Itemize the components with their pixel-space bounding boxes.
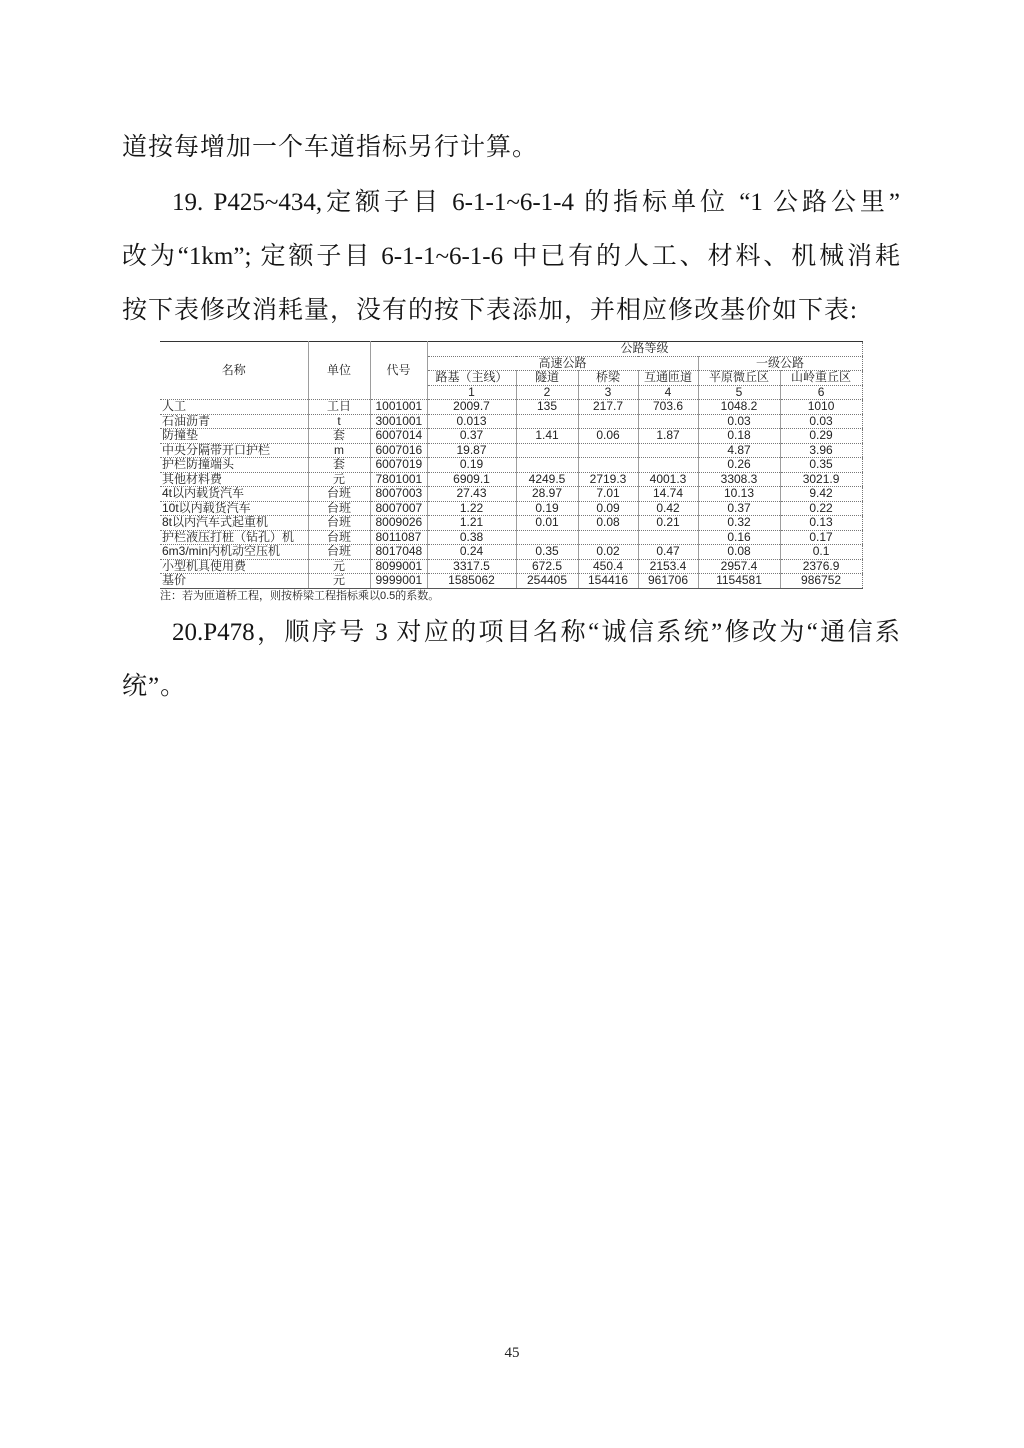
- value-roadbed: 6909.1: [427, 472, 516, 487]
- header-col-number: 4: [638, 385, 698, 400]
- item-code: 6007019: [370, 458, 427, 473]
- header-col-plain-rolling: 平原微丘区: [698, 371, 780, 386]
- header-col-number: 1: [427, 385, 516, 400]
- value-tunnel: 28.97: [516, 487, 578, 502]
- header-road-grade: 公路等级: [427, 342, 862, 357]
- table-row: [160, 429, 862, 444]
- item-unit: 台班: [308, 516, 370, 531]
- item-unit: 台班: [308, 487, 370, 502]
- value-tunnel: 0.01: [516, 516, 578, 531]
- value-roadbed: 1.22: [427, 501, 516, 516]
- value-tunnel: [516, 443, 578, 458]
- item-unit: 工日: [308, 400, 370, 415]
- item-unit: 台班: [308, 545, 370, 560]
- value-interchange-ramp: [638, 458, 698, 473]
- table-row: [160, 414, 862, 429]
- item-code: 6007016: [370, 443, 427, 458]
- item-name: 护栏防撞端头: [160, 458, 308, 473]
- item-code: 8007003: [370, 487, 427, 502]
- table-row: [160, 400, 862, 415]
- value-roadbed: 0.24: [427, 545, 516, 560]
- table-row: [160, 501, 862, 516]
- item-name: 护栏液压打桩（钻孔）机: [160, 530, 308, 545]
- value-tunnel: [516, 530, 578, 545]
- value-plain-rolling: 0.32: [698, 516, 780, 531]
- value-mountainous: 9.42: [780, 487, 862, 502]
- value-mountainous: 986752: [780, 574, 862, 589]
- value-mountainous: 0.1: [780, 545, 862, 560]
- header-col-bridge: 桥梁: [578, 371, 638, 386]
- value-interchange-ramp: 0.42: [638, 501, 698, 516]
- item-unit: 元: [308, 559, 370, 574]
- value-tunnel: 1.41: [516, 429, 578, 444]
- item-unit: 套: [308, 429, 370, 444]
- header-col-number: 2: [516, 385, 578, 400]
- value-tunnel: 135: [516, 400, 578, 415]
- item-unit: 元: [308, 574, 370, 589]
- value-roadbed: 0.19: [427, 458, 516, 473]
- value-mountainous: 2376.9: [780, 559, 862, 574]
- item-name: 小型机具使用费: [160, 559, 308, 574]
- value-mountainous: 0.35: [780, 458, 862, 473]
- value-interchange-ramp: [638, 530, 698, 545]
- table-row: [160, 559, 862, 574]
- value-mountainous: 0.17: [780, 530, 862, 545]
- value-interchange-ramp: 2153.4: [638, 559, 698, 574]
- item-19-line-3: 按下表修改消耗量，没有的按下表添加，并相应修改基价如下表:: [122, 297, 858, 324]
- item-20-line-1: 20.P478，顺序号 3 对应的项目名称“诚信系统”修改为“通信系: [172, 619, 900, 646]
- value-plain-rolling: 0.26: [698, 458, 780, 473]
- item-code: 8017048: [370, 545, 427, 560]
- value-interchange-ramp: 1.87: [638, 429, 698, 444]
- item-unit: 台班: [308, 530, 370, 545]
- header-col-number: 5: [698, 385, 780, 400]
- value-plain-rolling: 1048.2: [698, 400, 780, 415]
- value-bridge: 217.7: [578, 400, 638, 415]
- header-col-roadbed: 路基（主线）: [427, 371, 516, 386]
- value-interchange-ramp: 0.47: [638, 545, 698, 560]
- value-plain-rolling: 1154581: [698, 574, 780, 589]
- value-plain-rolling: 10.13: [698, 487, 780, 502]
- continued-paragraph-line: 道按每增加一个车道指标另行计算。: [122, 134, 539, 161]
- value-plain-rolling: 3308.3: [698, 472, 780, 487]
- table-row: [160, 530, 862, 545]
- table-row: [160, 458, 862, 473]
- value-plain-rolling: 0.03: [698, 414, 780, 429]
- item-20-line-2: 统”。: [122, 673, 187, 700]
- table-row: [160, 472, 862, 487]
- item-code: 7801001: [370, 472, 427, 487]
- value-mountainous: 0.03: [780, 414, 862, 429]
- table-row: [160, 443, 862, 458]
- item-name: 其他材料费: [160, 472, 308, 487]
- value-roadbed: 1.21: [427, 516, 516, 531]
- value-tunnel: 0.19: [516, 501, 578, 516]
- table-row-base-price: [160, 574, 862, 589]
- item-name: 防撞垫: [160, 429, 308, 444]
- value-bridge: [578, 530, 638, 545]
- value-plain-rolling: 0.37: [698, 501, 780, 516]
- value-roadbed: 0.38: [427, 530, 516, 545]
- value-interchange-ramp: 4001.3: [638, 472, 698, 487]
- table-row: [160, 545, 862, 560]
- item-unit: m: [308, 443, 370, 458]
- table-row: [160, 487, 862, 502]
- item-name: 基价: [160, 574, 308, 589]
- table-note: 注：若为匝道桥工程，则按桥梁工程指标乘以0.5的系数。: [160, 590, 440, 602]
- value-roadbed: 27.43: [427, 487, 516, 502]
- header-group-class-one: 一级公路: [698, 356, 862, 371]
- header-col-mountainous: 山岭重丘区: [780, 371, 862, 386]
- value-bridge: [578, 458, 638, 473]
- page-number: 45: [504, 1345, 520, 1361]
- value-plain-rolling: 0.16: [698, 530, 780, 545]
- value-roadbed: 19.87: [427, 443, 516, 458]
- item-code: 9999001: [370, 574, 427, 589]
- value-mountainous: 0.29: [780, 429, 862, 444]
- header-col-number: 6: [780, 385, 862, 400]
- header-group-expressway: 高速公路: [427, 356, 698, 371]
- value-tunnel: 0.35: [516, 545, 578, 560]
- item-code: 8099001: [370, 559, 427, 574]
- item-unit: t: [308, 414, 370, 429]
- value-bridge: 0.06: [578, 429, 638, 444]
- item-code: 3001001: [370, 414, 427, 429]
- value-tunnel: [516, 458, 578, 473]
- value-bridge: 7.01: [578, 487, 638, 502]
- item-name: 人工: [160, 400, 308, 415]
- value-roadbed: 0.37: [427, 429, 516, 444]
- item-code: 8009026: [370, 516, 427, 531]
- value-roadbed: 1585062: [427, 574, 516, 589]
- value-bridge: 0.08: [578, 516, 638, 531]
- header-row-grade: [160, 342, 862, 357]
- item-name: 4t以内载货汽车: [160, 487, 308, 502]
- item-code: 6007014: [370, 429, 427, 444]
- item-code: 1001001: [370, 400, 427, 415]
- header-col-number: 3: [578, 385, 638, 400]
- value-roadbed: 3317.5: [427, 559, 516, 574]
- value-bridge: 0.02: [578, 545, 638, 560]
- value-bridge: 0.09: [578, 501, 638, 516]
- value-tunnel: 4249.5: [516, 472, 578, 487]
- value-tunnel: [516, 414, 578, 429]
- header-name: 名称: [160, 342, 308, 400]
- value-interchange-ramp: 14.74: [638, 487, 698, 502]
- value-plain-rolling: 4.87: [698, 443, 780, 458]
- value-bridge: 2719.3: [578, 472, 638, 487]
- value-plain-rolling: 0.18: [698, 429, 780, 444]
- value-interchange-ramp: 0.21: [638, 516, 698, 531]
- header-code: 代号: [370, 342, 427, 400]
- value-interchange-ramp: [638, 414, 698, 429]
- value-plain-rolling: 0.08: [698, 545, 780, 560]
- value-bridge: 154416: [578, 574, 638, 589]
- value-tunnel: 254405: [516, 574, 578, 589]
- item-name: 6m3/min内机动空压机: [160, 545, 308, 560]
- value-bridge: [578, 414, 638, 429]
- header-col-tunnel: 隧道: [516, 371, 578, 386]
- quota-table: [160, 341, 863, 589]
- value-mountainous: 1010: [780, 400, 862, 415]
- item-name: 10t以内载货汽车: [160, 501, 308, 516]
- value-mountainous: 0.13: [780, 516, 862, 531]
- item-unit: 套: [308, 458, 370, 473]
- value-bridge: 450.4: [578, 559, 638, 574]
- item-code: 8007007: [370, 501, 427, 516]
- item-code: 8011087: [370, 530, 427, 545]
- value-roadbed: 0.013: [427, 414, 516, 429]
- value-interchange-ramp: 703.6: [638, 400, 698, 415]
- value-bridge: [578, 443, 638, 458]
- value-plain-rolling: 2957.4: [698, 559, 780, 574]
- value-tunnel: 672.5: [516, 559, 578, 574]
- item-name: 石油沥青: [160, 414, 308, 429]
- header-unit: 单位: [308, 342, 370, 400]
- table-row: [160, 516, 862, 531]
- header-col-interchange-ramp: 互通匝道: [638, 371, 698, 386]
- item-19-line-1: 19. P425~434,定额子目 6-1-1~6-1-4 的指标单位 “1 公路公里”: [172, 189, 900, 216]
- item-19-line-2: 改为“1km”; 定额子目 6-1-1~6-1-6 中已有的人工、材料、机械消耗: [122, 243, 900, 270]
- value-mountainous: 3.96: [780, 443, 862, 458]
- value-mountainous: 0.22: [780, 501, 862, 516]
- item-unit: 台班: [308, 501, 370, 516]
- value-mountainous: 3021.9: [780, 472, 862, 487]
- item-name: 8t以内汽车式起重机: [160, 516, 308, 531]
- item-name: 中央分隔带开口护栏: [160, 443, 308, 458]
- value-roadbed: 2009.7: [427, 400, 516, 415]
- item-unit: 元: [308, 472, 370, 487]
- value-interchange-ramp: 961706: [638, 574, 698, 589]
- value-interchange-ramp: [638, 443, 698, 458]
